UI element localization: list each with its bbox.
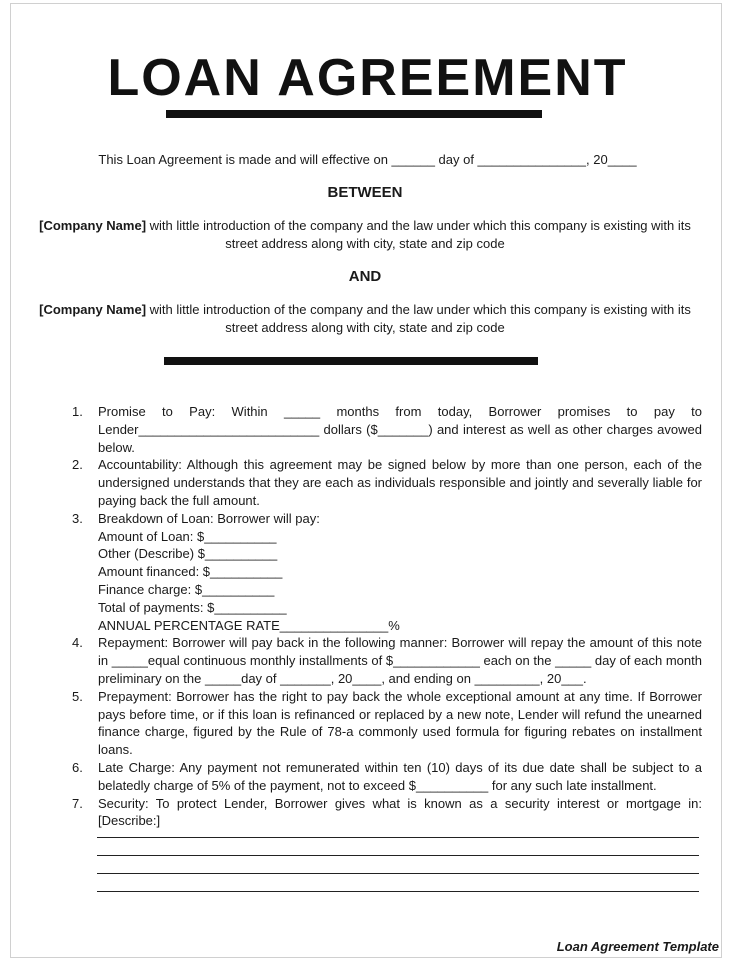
party-2-block [22, 301, 708, 337]
party-1-block [22, 217, 708, 253]
title-underline [166, 110, 542, 118]
clause-number: 6. [72, 759, 83, 775]
annual-percentage-rate-field: ANNUAL PERCENTAGE RATE_______________% [98, 617, 400, 633]
clause-7 [66, 795, 702, 831]
clause-number: 3. [72, 510, 83, 526]
amount-financed-field: Amount financed: $__________ [98, 564, 283, 580]
clause-1 [66, 403, 702, 456]
clause-text: Security: To protect Lender, Borrower gives what is known as a security interest or mortgage in: [Describe:] [98, 795, 702, 829]
section-divider [164, 357, 538, 365]
clause-2 [66, 456, 702, 509]
finance-charge-field: Finance charge: $__________ [98, 581, 275, 597]
clause-text: Late Charge: Any payment not remunerated within ten (10) days of its due date shall be subject to a belatedly charge of 5% of the payment, not to exceed $__________ for any such late installment. [98, 759, 702, 793]
clause-number: 5. [72, 688, 83, 704]
clauses-list [66, 403, 702, 830]
blank-line [97, 837, 699, 838]
loan-amount-field: Amount of Loan: $__________ [98, 528, 277, 544]
blank-line [97, 891, 699, 892]
clause-5 [66, 688, 702, 759]
blank-line [97, 855, 699, 856]
and-heading: AND [348, 268, 382, 285]
clause-number: 4. [72, 635, 83, 651]
total-payments-field: Total of payments: $__________ [98, 599, 287, 615]
document-title: LOAN AGREEMENT [107, 49, 628, 107]
intro-line: This Loan Agreement is made and will effective on ______ day of _______________, 20____ [98, 152, 637, 167]
clause-4 [66, 634, 702, 687]
clause-number: 7. [72, 795, 83, 811]
party-1-name: [Company Name] [39, 218, 147, 233]
clause-3 [66, 510, 702, 635]
template-footer-label: Loan Agreement Template [556, 939, 719, 954]
clause-text: Accountability: Although this agreement may be signed below by more than one person, each of the undersigned understands that they are each as individuals responsible and jointly and severally liable for paying back the full amount. [98, 457, 702, 508]
security-description-lines [97, 837, 699, 909]
between-heading: BETWEEN [327, 184, 403, 201]
clause-text: Breakdown of Loan: Borrower will pay: [98, 510, 320, 526]
clause-text: Repayment: Borrower will pay back in the following manner: Borrower will repay the amount of this note in _____equal continuous monthly installments of $____________ each on the _____ day of each month preliminary on the _____day of _______, 20____, and ending on _________, 20___. [98, 635, 702, 686]
clause-body [98, 510, 702, 635]
party-2-name: [Company Name] [39, 302, 147, 317]
clause-number: 2. [72, 457, 83, 473]
clause-number: 1. [72, 404, 83, 419]
clause-6 [66, 759, 702, 795]
blank-line [97, 873, 699, 874]
party-2-description: with little introduction of the company and the law under which this company is existing with its street address along with city, state and zip code [146, 302, 691, 335]
other-describe-field: Other (Describe) $__________ [98, 546, 278, 562]
clause-text: Prepayment: Borrower has the right to pay back the whole exceptional amount at any time. If Borrower pays before time, or if this loan is refinanced or replaced by a new note, Lender will refund the unearned finance charge, figured by the Rule of 78-a commonly used formula for figuring rebates on installment loans. [98, 688, 702, 758]
party-1-description: with little introduction of the company and the law under which this company is existing with its street address along with city, state and zip code [146, 218, 691, 251]
clause-text: Promise to Pay: Within _____ months from today, Borrower promises to pay to Lender_________________________ dollars ($_______) and interest as well as other charges avowed below. [98, 404, 702, 455]
